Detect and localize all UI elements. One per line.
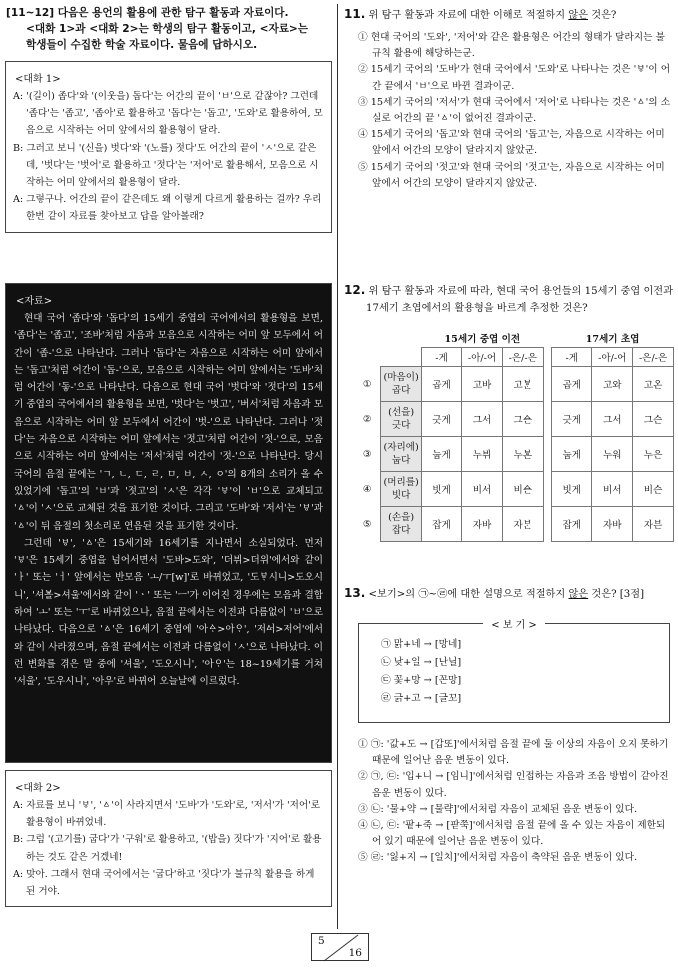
question-11-underline: 않은 [568,10,589,21]
table-cell: 고바 [462,367,503,402]
passage-header [6,5,332,53]
question-13-number: 13. [344,586,366,600]
table-cell: 자바 [462,507,503,542]
source-paragraph: 그런데 'ㅸ', 'ㅿ'은 15세기와 16세기를 지나면서 소실되었다. 먼저 'ㅸ'은 15세기 중엽을 넘어서면서 '도바>도와', '더뷔>더위'에서와 같이 'ㅏ' 또는 'ㅓ' 앞에서는 반모음 'ㅗ/ㅜ[w]'로 바뀌었고, '도ᄫᆞ시니>도오시니', '셔ᄫᅳᆯ>셔울'에서와 같이 'ㆍ' 또는 'ㅡ'가 이어진 경우에는 모음과 결합하여 'ㅗ' 또는 'ㅜ'로 바뀌었으나, 음절 끝에서는 이전과 다름없이 'ㅂ'으로 나타났다. 다음으로 'ㅿ'은 16세기 중엽에 '아ᅀᆞ>아ᄋᆞ', '저ᅀᅥ>저어'에서와 같이 사라졌으며, 음절 끝에서는 이전과 다름없이 'ㅅ'으로 나타났다. 이런 변화를 겪은 말 중에 '셔울', '도오시니', '아ᄋᆞ'는 18~19세기를 거쳐 '서울', '도우시니', '아우'로 바뀌어 오늘날에 이르렀다. [14,537,323,688]
option-number[interactable]: ⑤ [362,518,372,530]
table-word: (손을) 잡다 [381,507,422,542]
dialog-1-line: B: 그러고 보니 '(신을) 벗다'와 '(노를) 젓다'도 어간의 끝이 'ㅅ'으로 같은데, '벗다'는 '벗어'로 활용하고 '젓다'는 '저어'로 활용해서, 모음으로 시작하는 어미 앞에서의 활용형이 달라. [13,142,319,189]
inflection-table [354,329,674,542]
question-11-number: 11. [344,7,366,21]
table-row[interactable] [354,472,674,507]
question-12 [344,282,674,542]
question-13-text: <보기>의 ㉠~㉣에 대한 설명으로 적절하지 [368,589,569,600]
option-number[interactable]: ① [362,378,372,390]
option[interactable]: ⑤ 15세기 국어의 '젓고'와 현대 국어의 '젓고'는, 자음으로 시작하는 어미 앞에서 어간의 모양이 달라지지 않았군. [358,161,665,189]
page-number [311,933,369,961]
page-current: 5 [318,935,325,947]
dialog-1-line: A: '(길이) 좁다'와 '(이웃을) 돕다'는 어간의 끝이 'ㅂ'으로 같잖아? 그런데 '좁다'는 '좁고', '좁아'로 활용하고 '돕다'는 '돕고', '도와'로 활용하여, 모음으로 시작하는 어미 앞에서의 활용형이 달라. [13,91,323,137]
table-row[interactable] [354,367,674,402]
table-group-1: 15세기 중엽 이전 [421,329,543,348]
option-number[interactable]: ④ [362,483,372,495]
table-row[interactable] [354,437,674,472]
table-cell: 그ᅀᅳᆫ [502,402,543,437]
table-subhead: -은/-은 [633,348,674,367]
table-cell: 빗게 [552,472,592,507]
question-11-stem [344,6,674,24]
table-cell: 고ᄫᆞᆫ [502,367,543,402]
table-cell: 자ᄇᆞᆫ [502,507,543,542]
question-12-text: 위 탐구 활동과 자료에 따라, 현대 국어 용언들의 15세기 중엽 이전과 17세기 초엽에서의 활용형을 바르게 추정한 것은? [366,286,673,314]
bogi-box [358,620,670,723]
table-cell: 빗게 [421,472,461,507]
table-cell: 잡게 [552,507,592,542]
table-cell: 잡게 [421,507,461,542]
question-12-stem [344,282,674,317]
table-row[interactable] [354,402,674,437]
table-subhead: -아/-어 [462,348,503,367]
table-row[interactable] [354,507,674,542]
table-cell: 고온 [633,367,674,402]
table-cell: 비ᅀᅳᆫ [502,472,543,507]
option[interactable]: ② 15세기 국어의 '도바'가 현대 국어에서 '도와'로 나타나는 것은 'ㅸ'이 어간 끝에서 'ㅂ'으로 바뀐 결과이군. [358,64,671,92]
option[interactable]: ③ 15세기 국어의 '저서'가 현대 국어에서 '저어'로 나타나는 것은 'ㅿ'의 소실로 어간의 끝 'ㅿ'이 없어진 결과이군. [358,96,671,125]
question-11 [344,6,674,192]
dialog-1-title: <대화 1> [15,74,61,85]
table-group-2: 17세기 초엽 [552,329,674,348]
table-cell: 그서 [592,402,633,437]
table-cell: 눕게 [552,437,592,472]
question-12-number: 12. [344,283,366,297]
option-number[interactable]: ③ [362,448,372,460]
dialog-1-box [5,61,332,233]
dialog-1-line: A: 그렇구나. 어간의 끝이 같은데도 왜 이렇게 다르게 활용하는 걸까? 우리 한번 같이 자료를 찾아보고 답을 알아볼래? [13,194,322,223]
table-word: (머리를) 빗다 [381,472,422,507]
table-cell: 누뷔 [462,437,503,472]
question-13-text-end: 것은? [3점] [588,589,645,600]
table-cell: 곱게 [421,367,461,402]
option[interactable]: ③ ㉡: '물+약 → [물략]'에서처럼 자음이 교체된 음운 변동이 있다. [358,803,638,815]
table-cell: 자바 [592,507,633,542]
table-cell: 그슨 [633,402,674,437]
question-13-stem [344,585,674,603]
table-cell: 긋게 [552,402,592,437]
table-cell: 비서 [592,472,633,507]
table-cell: 긋게 [421,402,461,437]
source-box [5,283,332,763]
bogi-item: ㉠ 맑+네 → [망네] [381,639,462,650]
table-cell: 비슨 [633,472,674,507]
bogi-title [359,616,669,631]
option[interactable]: ⑤ ㉣: '잃+지 → [일치]'에서처럼 자음이 축약된 음운 변동이 있다. [358,852,638,864]
table-cell: 고와 [592,367,633,402]
table-subhead: -아/-어 [592,348,633,367]
option-number[interactable]: ② [362,413,372,425]
table-cell: 누은 [633,437,674,472]
column-divider [337,4,338,929]
dialog-2-line: A: 자료를 보니 'ㅸ', 'ㅿ'이 사라지면서 '도바'가 '도와'로, '저서'가 '저어'로 활용형이 바뀌었네. [13,800,321,829]
dialog-2-line: A: 맞아. 그래서 현대 국어에서는 '굽다'하고 '짓다'가 불규칙 활용을 하게 된 거야. [13,868,315,898]
bogi-item: ㉣ 긁+고 → [글꼬] [381,693,462,704]
table-subhead: -은/-은 [502,348,543,367]
header-line-1: [11~12] 다음은 용언의 활용에 관한 탐구 활동과 자료이다. [6,7,289,19]
option[interactable]: ④ 15세기 국어의 '돕고'와 현대 국어의 '돕고'는, 자음으로 시작하는 어미 앞에서 어간의 모양이 달라지지 않았군. [358,129,665,157]
table-cell: 누워 [592,437,633,472]
table-cell: 자븐 [633,507,674,542]
page-total: 16 [348,947,362,959]
dialog-2-title: <대화 2> [15,783,61,794]
table-subhead: -게 [421,348,461,367]
table-word: (선을) 긋다 [381,402,422,437]
source-paragraph: 현대 국어 '좁다'와 '돕다'의 15세기 중엽의 국어에서의 활용형을 보면, '좁다'는 '좁고', '조바'처럼 자음과 모음으로 시작하는 어미 앞 모두에서 어간이 '좁-'으로 나타난다. 그러나 '돕다'는 자음으로 시작하는 어미 앞에서는 '돕고'처럼 어간이 '돕-'으로, 모음으로 시작하는 어미 앞에서는 '도바'처럼 어간이 '돟-'으로 나타난다. 다음으로 현대 국어 '벗다'와 '젓다'의 15세기 중엽의 국어에서의 활용형을 보면, '벗다'는 '벗고', '버서'처럼 자음과 모음으로 시작하는 어미 앞 모두에서 어간이 '벗-'으로 나타난다. 그러나 '젓다'는 자음으로 시작하는 어미 앞에서는 '젓고'처럼 어간이 '젓-'으로, 모음으로 시작하는 어미 앞에서는 '저서'처럼 어간이 '젓-'으로 나타난다. 당시 국어의 음절 끝에는 'ㄱ, ㄴ, ㄷ, ㄹ, ㅁ, ㅂ, ㅅ, ㅇ'의 8개의 소리가 올 수 있었기에 '돕고'의 'ㅂ'과 '젓고'의 'ㅅ'은 각각 'ㅸ'이 'ㅂ'으로 교체되고 'ㅿ'이 'ㅅ'으로 교체된 것을 표기한 것이다. 그리고 '도바'와 '저서'는 'ㅸ'과 'ㅿ'이 뒤 음절의 첫소리로 연음된 것을 표기한 것이다. [14,313,323,532]
bogi-title-text: < 보 기 > [483,620,545,631]
option[interactable]: ② ㉠, ㉢: '입+니 → [임니]'에서처럼 인접하는 자음과 조음 방법이 같아진 음운 변동이 있다. [358,771,669,799]
dialog-2-line: B: 그럼 '(고기를) 굽다'가 '구워'로 활용하고, '(밥을) 짓다'가 '지어'로 활용하는 것도 같은 거겠네! [13,834,322,863]
option[interactable]: ① ㉠: '값+도 → [갑또]'에서처럼 음절 끝에 둘 이상의 자음이 오지 못하기 때문에 일어난 음운 변동이 있다. [358,739,669,767]
option[interactable]: ④ ㉡, ㉢: '팥+죽 → [팓쭉]'에서처럼 음절 끝에 올 수 있는 자음이 제한되어 있기 때문에 일어난 음운 변동이 있다. [358,820,666,848]
dialog-2-box [5,770,332,907]
table-word: (자리에) 눕다 [381,437,422,472]
table-cell: 곱게 [552,367,592,402]
table-word: (마음이) 곱다 [381,367,422,402]
question-13-options [344,737,674,867]
question-13-underline: 않은 [568,589,589,600]
question-11-options [344,30,674,192]
header-line-3: 학생들이 수집한 학술 자료이다. 물음에 답하시오. [26,39,258,51]
table-cell: 눕게 [421,437,461,472]
bogi-item: ㉡ 낮+일 → [난닐] [381,657,462,668]
source-title: <자료> [16,296,53,307]
table-cell: 비서 [462,472,503,507]
option[interactable]: ① 현대 국어의 '도와', '저어'와 같은 활용형은 어간의 형태가 달라지는 불규칙 활용에 해당하는군. [358,32,665,60]
table-subhead: -게 [552,348,592,367]
table-cell: 그서 [462,402,503,437]
table-cell: 누ᄫᅳᆫ [502,437,543,472]
header-line-2: <대화 1>과 <대화 2>는 학생의 탐구 활동이고, <자료>는 [26,23,309,35]
question-11-text: 위 탐구 활동과 자료에 대한 이해로 적절하지 [368,10,569,21]
bogi-item: ㉢ 꽃+망 → [꼰망] [381,675,462,686]
question-13 [344,585,674,603]
question-11-text-end: 것은? [588,10,617,21]
